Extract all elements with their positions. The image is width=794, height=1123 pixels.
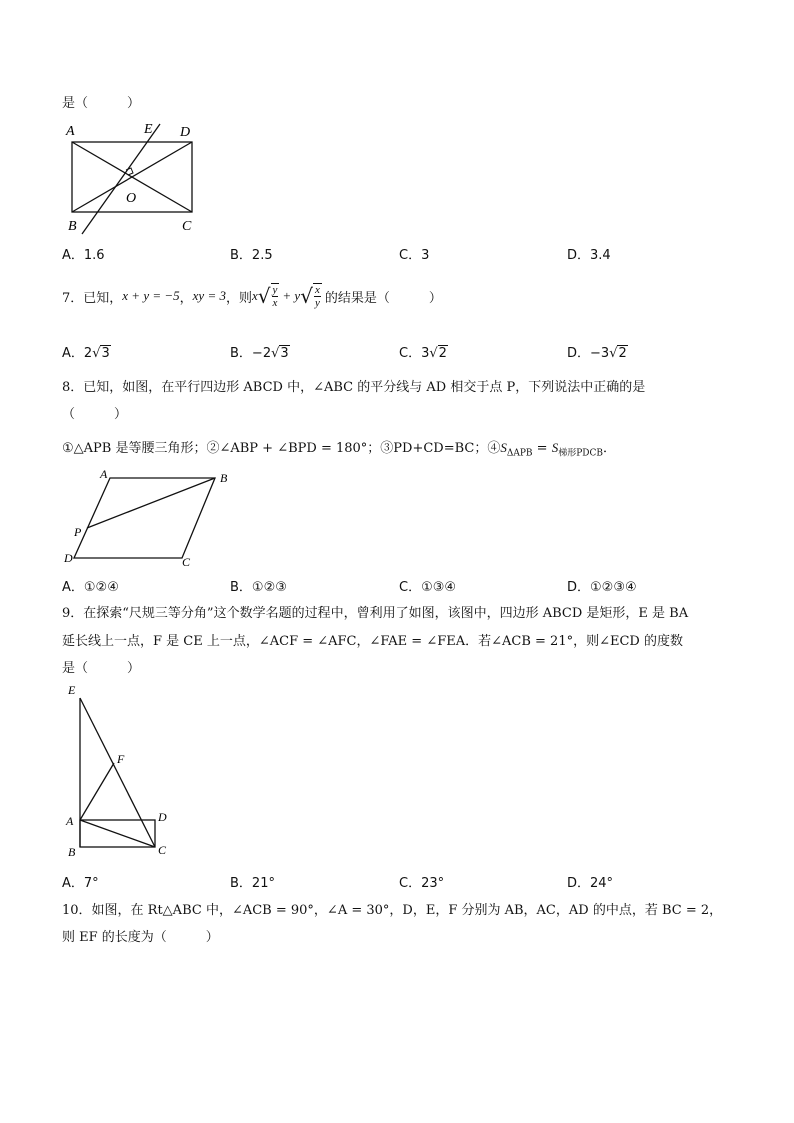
q6-stem-end: 是（ ） <box>62 96 141 111</box>
q7-then: ，则 <box>225 290 252 306</box>
q6-label-d: D <box>180 125 191 140</box>
q9-label-d: D <box>158 810 167 824</box>
q8-stmt4-sub2: 梯形PDCB <box>558 448 603 459</box>
q8-stmt4-end: ． <box>603 441 617 456</box>
q7-frac1 <box>271 283 280 309</box>
q9-label-e: E <box>68 683 76 697</box>
q8-label-p: P <box>74 525 82 539</box>
q7-cond2: xy = 3 <box>192 288 226 303</box>
q8-label-a: A <box>100 467 108 481</box>
q7-option-a-letter: A． <box>62 346 84 361</box>
q7-sqrt1-sign: √ <box>257 284 271 308</box>
q6-figure <box>62 118 232 238</box>
q8-stmt4-s1: S <box>500 440 507 455</box>
q8-option-a[interactable]: A．①②④ <box>62 580 119 595</box>
q9-option-a[interactable]: A．7° <box>62 876 99 891</box>
q8-option-b[interactable]: B．①②③ <box>230 580 287 595</box>
q7-frac2-den: y <box>314 297 320 309</box>
q9-label-b: B <box>68 845 76 859</box>
q10-line2: 则 EF 的长度为（ ） <box>62 930 219 945</box>
q6-label-a: A <box>66 124 75 139</box>
q8-stmt4-eq: = <box>532 441 552 456</box>
sqrt-icon: √ <box>609 346 618 361</box>
q9-label-a: A <box>66 814 74 828</box>
q9-option-d[interactable]: D．24° <box>567 876 614 891</box>
q9-label-c: C <box>158 843 167 857</box>
sqrt-icon: √ <box>92 346 101 361</box>
q9-line2: 延长线上一点，F 是 CE 上一点，∠ACF = ∠AFC，∠FAE = ∠FEA．若∠ACB = 21°，则∠ECD 的度数 <box>62 634 683 649</box>
q9-option-c[interactable]: C．23° <box>399 876 445 891</box>
q7-option-b-radicand: 3 <box>280 346 289 361</box>
q7-sep: ， <box>179 290 193 306</box>
q7-cond1: x + y = −5 <box>122 288 180 303</box>
q10-line1: 10．如图，在 Rt△ABC 中，∠ACB = 90°，∠A = 30°，D，E，F 分别为 AB，AC，AD 的中点，若 BC = 2， <box>62 903 723 918</box>
q7-option-a-coef: 2 <box>83 346 93 361</box>
q7-option-a[interactable] <box>62 342 111 361</box>
q8-label-c: C <box>182 555 191 569</box>
q7-prefix: 7．已知， <box>62 290 123 306</box>
q8-line1: 8．已知，如图，在平行四边形 ABCD 中，∠ABC 的平分线与 AD 相交于点 P，下列说法中正确的是 <box>62 380 646 395</box>
q9-option-b[interactable]: B．21° <box>230 876 275 891</box>
q7-option-c[interactable] <box>399 342 448 361</box>
q7-frac1-num: y <box>272 284 278 296</box>
q7-frac2-num: x <box>314 284 320 296</box>
q7-plus-y: + y <box>282 288 301 303</box>
q8-stmt4-sub1: ΔAPB <box>506 448 533 459</box>
q8-label-d: D <box>64 551 73 565</box>
q7-option-d[interactable] <box>567 342 628 361</box>
q6-label-o: O <box>126 191 137 206</box>
q7-option-b-coef: −2 <box>251 346 272 361</box>
q7-option-d-letter: D． <box>567 346 591 361</box>
q8-stmt4-s2: S <box>551 440 559 455</box>
q7-stem <box>62 278 442 314</box>
q6-label-b: B <box>68 219 77 234</box>
q6-label-c: C <box>182 219 192 234</box>
q7-expr-x: x <box>251 288 258 303</box>
sqrt-icon: √ <box>271 346 280 361</box>
q7-frac2 <box>313 283 322 309</box>
q7-option-c-letter: C． <box>399 346 422 361</box>
q8-option-c[interactable]: C．①③④ <box>399 580 457 595</box>
q9-label-f: F <box>117 752 125 766</box>
q7-option-a-radicand: 3 <box>101 346 110 361</box>
q7-frac1-den: x <box>272 297 278 309</box>
q7-sqrt2-sign: √ <box>300 284 313 308</box>
q7-option-d-coef: −3 <box>590 346 610 361</box>
q7-option-b[interactable] <box>230 342 290 361</box>
q8-statements <box>62 437 616 459</box>
q7-option-d-radicand: 2 <box>618 346 627 361</box>
q8-line2: （ ） <box>62 407 128 422</box>
q6-option-b[interactable]: B．2.5 <box>230 248 273 263</box>
q7-option-b-letter: B． <box>230 346 252 361</box>
q8-option-d[interactable]: D．①②③④ <box>567 580 637 595</box>
q7-suffix: 的结果是（ ） <box>324 290 442 306</box>
q6-label-e: E <box>144 122 153 137</box>
q8-label-b: B <box>220 471 228 485</box>
q6-option-c[interactable]: C．3 <box>399 248 430 263</box>
sqrt-icon: √ <box>429 346 438 361</box>
q6-option-d[interactable]: D．3.4 <box>567 248 611 263</box>
q9-line1: 9．在探索“尺规三等分角”这个数学名题的过程中，曾利用了如图，该图中，四边形 ABCD 是矩形，E 是 BA <box>62 606 689 621</box>
q8-figure <box>60 466 240 570</box>
q7-option-c-coef: 3 <box>421 346 430 361</box>
q6-option-a[interactable]: A．1.6 <box>62 248 105 263</box>
q7-option-c-radicand: 2 <box>438 346 447 361</box>
q9-line3: 是（ ） <box>62 661 141 676</box>
q9-figure <box>62 682 192 862</box>
q8-statements-text: ①△APB 是等腰三角形；②∠ABP + ∠BPD = 180°；③PD+CD=BC；④ <box>62 441 501 456</box>
